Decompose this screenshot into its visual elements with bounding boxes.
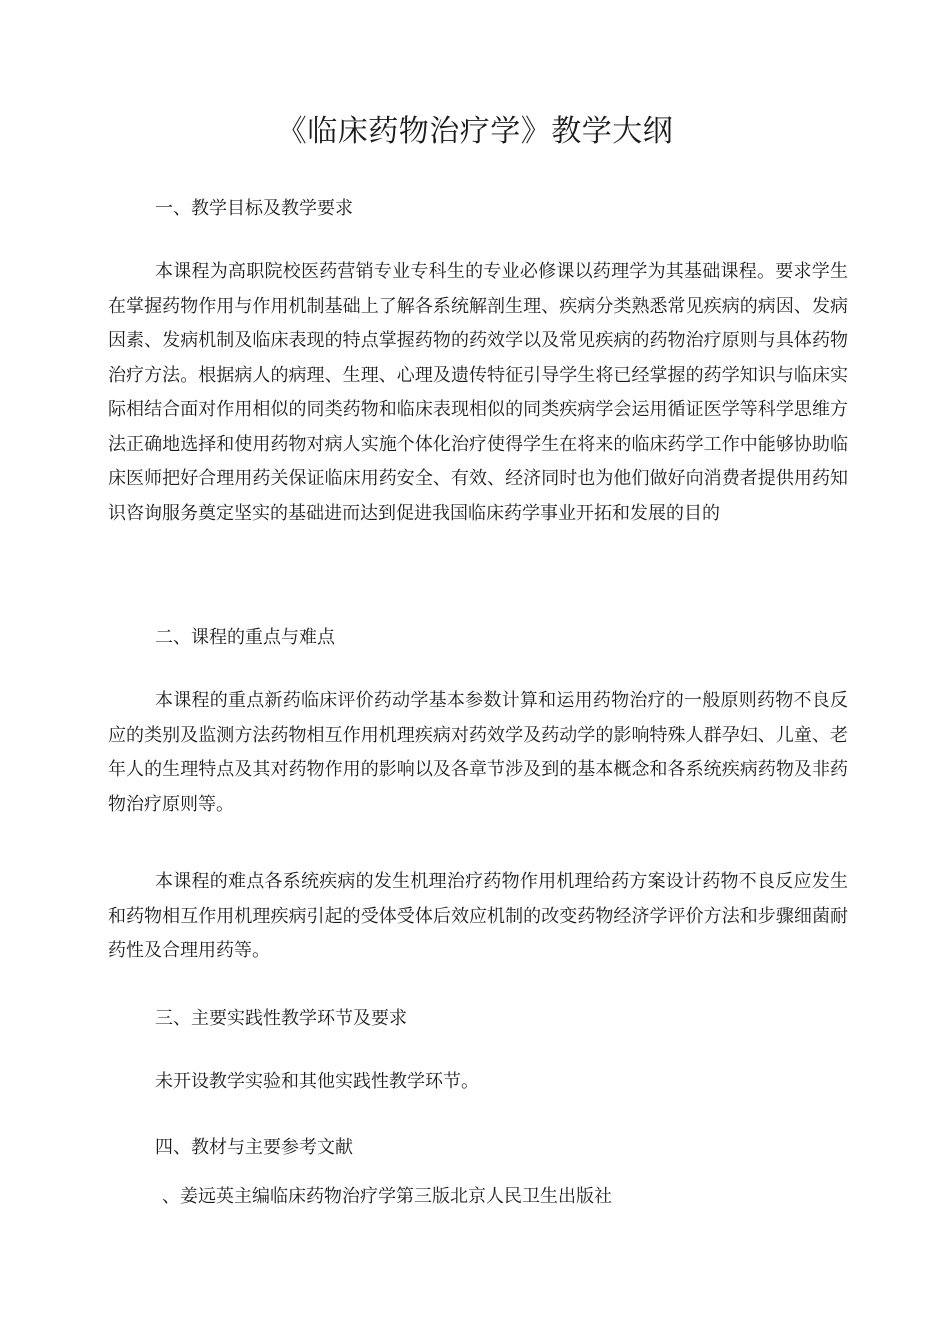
section-heading-references: 四、教材与主要参考文献 [155,1137,353,1158]
section-heading-objectives: 一、教学目标及教学要求 [155,198,353,219]
section-heading-key-points: 二、课程的重点与难点 [155,627,335,648]
section-heading-practice: 三、主要实践性教学环节及要求 [155,1008,407,1029]
reference-item: 、姜远英主编临床药物治疗学第三版北京人民卫生出版社 [162,1186,612,1207]
section-paragraph-objectives: 本课程为高职院校医药营销专业专科生的专业必修课以药理学为其基础课程。要求学生在掌握药物作用与作用机制基础上了解各系统解剖生理、疾病分类熟悉常见疾病的病因、发病因素、发病机制及临床表现的特点掌握药物的药效学以及常见疾病的药物治疗原则与具体药物治疗方法。根据病人的病理、生理、心理及遗传特征引导学生将已经掌握的药学知识与临床实际相结合面对作用相似的同类药物和临床表现相似的同类疾病学会运用循证医学等科学思维方法正确地选择和使用药物对病人实施个体化治疗使得学生在将来的临床药学工作中能够协助临床医师把好合理用药关保证临床用药安全、有效、经济同时也为他们做好向消费者提供用药知识咨询服务奠定坚实的基础进而达到促进我国临床药学事业开拓和发展的目的 [108,261,848,524]
document-title: 《临床药物治疗学》教学大纲 [276,114,674,149]
section-paragraph-difficulties: 本课程的难点各系统疾病的发生机理治疗药物作用机理给药方案设计药物不良反应发生和药物相互作用机理疾病引起的受体受体后效应机制的改变药物经济学评价方法和步骤细菌耐药性及合理用药等。 [108,871,848,961]
section-paragraph-key-points: 本课程的重点新药临床评价药动学基本参数计算和运用药物治疗的一般原则药物不良反应的类别及监测方法药物相互作用机理疾病对药效学及药动学的影响特殊人群孕妇、儿童、老年人的生理特点及其对药物作用的影响以及各章节涉及到的基本概念和各系统疾病药物及非药物治疗原则等。 [108,690,848,815]
section-text-practice: 未开设教学实验和其他实践性教学环节。 [155,1071,479,1092]
